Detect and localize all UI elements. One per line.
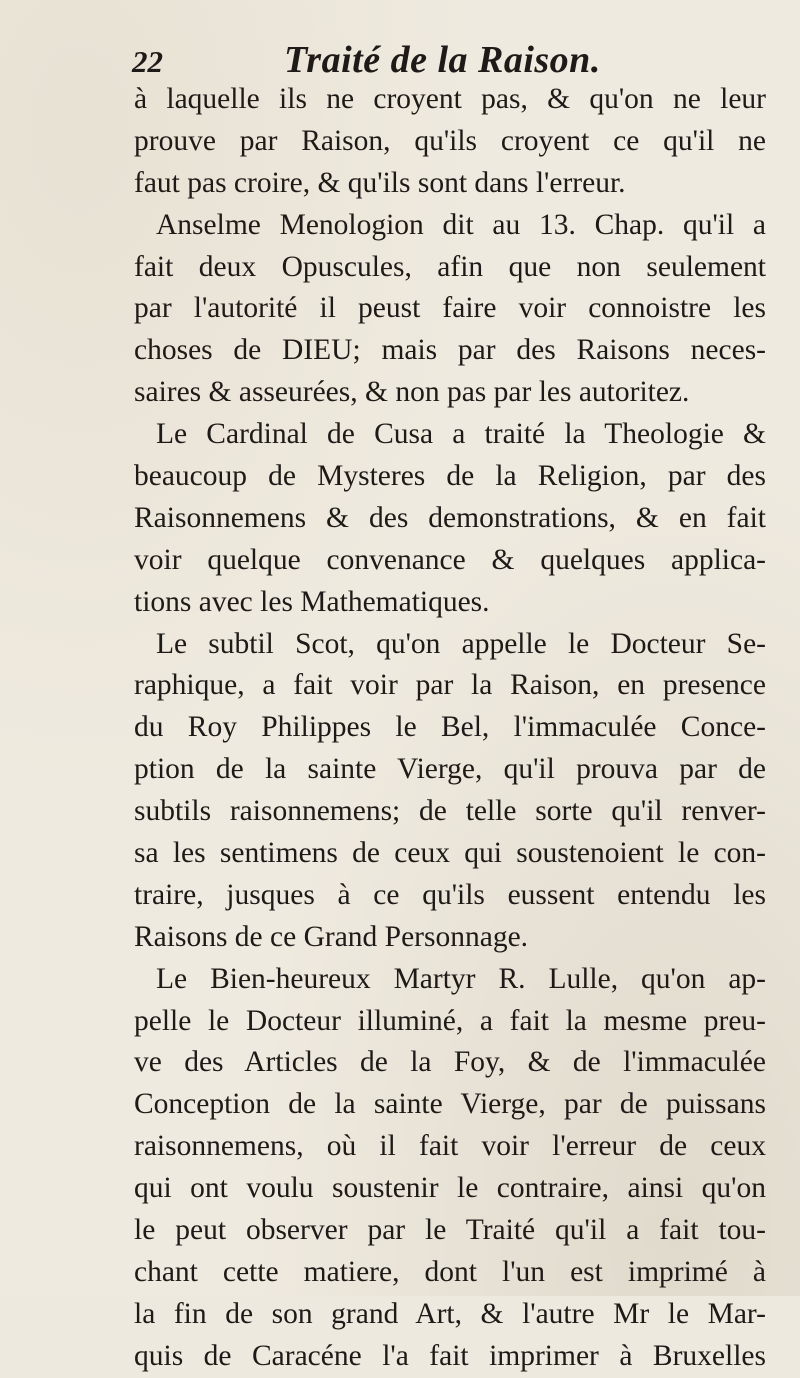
text-line: fait deux Opuscules, afin que non seulement bbox=[134, 250, 766, 283]
text-line: voir quelque convenance & quelques applica- bbox=[134, 543, 766, 576]
text-line: raphique, a fait voir par la Raison, en presence bbox=[134, 669, 766, 702]
text-line: par l'autorité il peust faire voir connoistre les bbox=[134, 292, 766, 325]
text-line: Conception de la sainte Vierge, par de puissans bbox=[134, 1088, 766, 1121]
text-line: qui ont voulu soustenir le contraire, ainsi qu'on bbox=[134, 1172, 766, 1205]
text-line: Raisons de ce Grand Personnage. bbox=[134, 920, 529, 953]
text-line: à laquelle ils ne croyent pas, & qu'on ne leur bbox=[134, 83, 766, 115]
text-line: raisonnemens, où il fait voir l'erreur de ceux bbox=[134, 1130, 766, 1163]
text-line: tions avec les Mathematiques. bbox=[134, 585, 490, 618]
text-line: ve des Articles de la Foy, & de l'immaculée bbox=[134, 1046, 766, 1079]
text-line: beaucoup de Mysteres de la Religion, par des bbox=[134, 460, 766, 493]
text-line: traire, jusques à ce qu'ils eussent entendu les bbox=[134, 878, 766, 911]
text-line: Le subtil Scot, qu'on appelle le Docteur Se- bbox=[156, 627, 766, 660]
text-line: la fin de son grand Art, & l'autre Mr le Mar- bbox=[134, 1297, 766, 1330]
text-line: du Roy Philippes le Bel, l'immaculée Conce- bbox=[134, 711, 766, 744]
body-text bbox=[134, 79, 766, 1378]
text-line: Raisonnemens & des demonstrations, & en fait bbox=[134, 501, 766, 534]
text-line: chant cette matiere, dont l'un est imprimé à bbox=[134, 1255, 766, 1288]
page-number: 22 bbox=[132, 44, 163, 79]
text-line: subtils raisonnemens; de telle sorte qu'il renver- bbox=[134, 795, 766, 828]
text-line: choses de DIEU; mais par des Raisons neces- bbox=[134, 334, 766, 367]
text-line: saires & asseurées, & non pas par les autoritez. bbox=[134, 376, 690, 409]
text-line: Le Cardinal de Cusa a traité la Theologie & bbox=[156, 418, 766, 451]
text-line: le peut observer par le Traité qu'il a fait tou- bbox=[134, 1214, 766, 1247]
text-line: sa les sentimens de ceux qui soustenoient le con- bbox=[134, 837, 766, 870]
text-line: ption de la sainte Vierge, qu'il prouva par de bbox=[134, 753, 766, 786]
text-line: prouve par Raison, qu'ils croyent ce qu'il ne bbox=[134, 124, 766, 157]
text-line: faut pas croire, & qu'ils sont dans l'erreur. bbox=[134, 166, 626, 199]
text-line: quis de Caracéne l'a fait imprimer à Bruxelles bbox=[134, 1339, 766, 1372]
text-line: Le Bien-heureux Martyr R. Lulle, qu'on ap- bbox=[156, 962, 766, 995]
text-line: Anselme Menologion dit au 13. Chap. qu'il a bbox=[156, 208, 766, 241]
text-line: pelle le Docteur illuminé, a fait la mesme preu- bbox=[134, 1004, 766, 1037]
running-title: Traité de la Raison. bbox=[284, 39, 601, 81]
